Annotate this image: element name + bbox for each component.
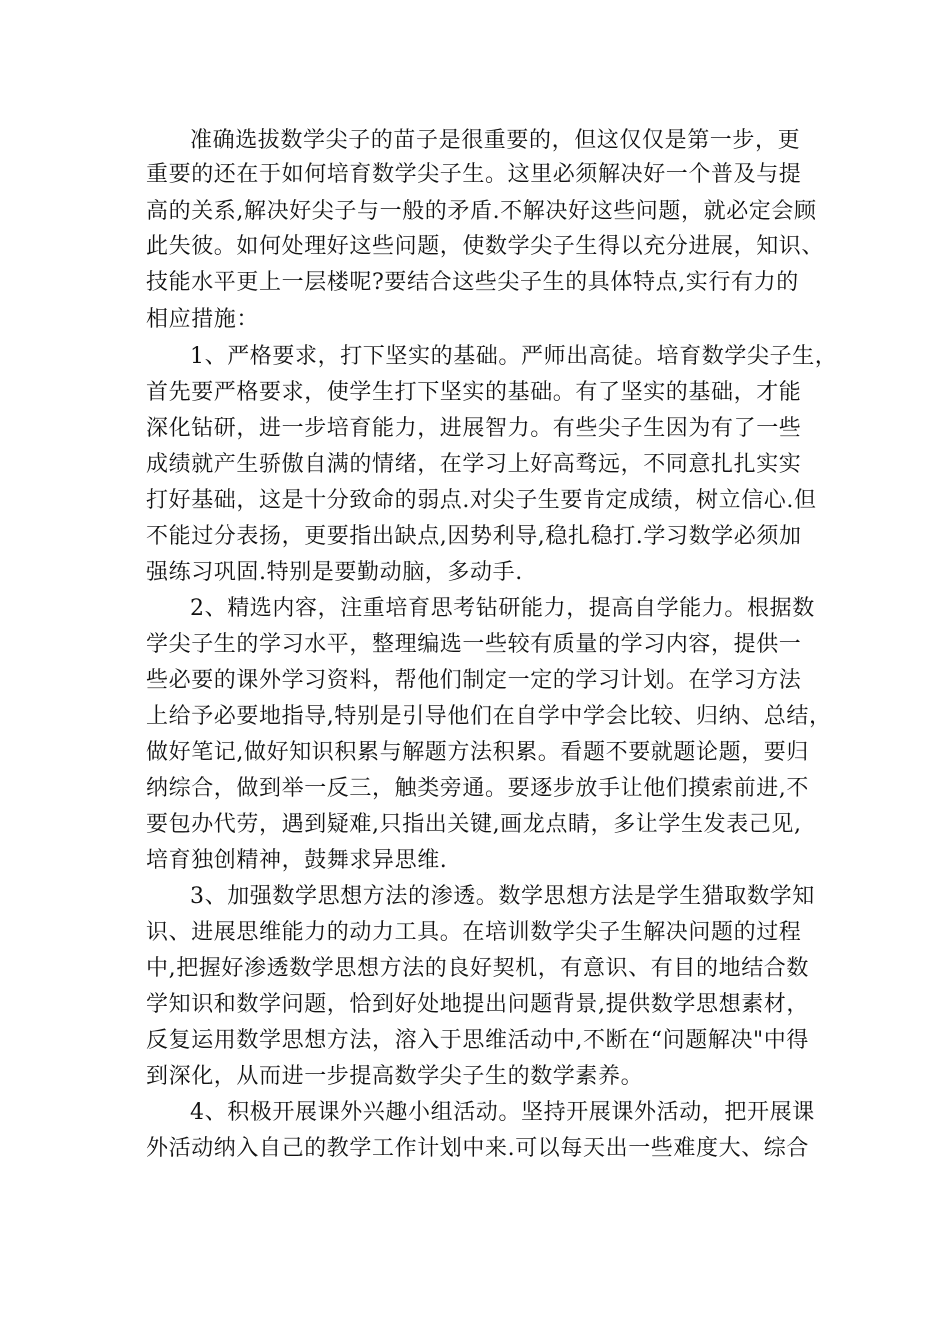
- paragraph-line: 3、加强数学思想方法的渗透。数学思想方法是学生猎取数学知: [190, 884, 815, 909]
- paragraph-line: 些必要的课外学习资料，帮他们制定一定的学习计划。在学习方法: [146, 668, 802, 693]
- paragraph-line: 1、严格要求，打下坚实的基础。严师出高徒。培育数学尖子生，: [190, 344, 838, 369]
- paragraph-line: 培育独创精神，鼓舞求异思维.: [146, 848, 448, 873]
- paragraph-line: 成绩就产生骄傲自满的情绪，在学习上好高骛远，不同意扎扎实实: [146, 452, 802, 477]
- paragraph-line: 上给予必要地指导,特别是引导他们在自学中学会比较、归纳、总结，: [146, 704, 832, 729]
- paragraph-line: 要包办代劳，遇到疑难,只指出关键,画龙点睛，多让学生发表己见,: [146, 812, 802, 837]
- paragraph-line: 中,把握好渗透数学思想方法的良好契机，有意识、有目的地结合数: [146, 956, 809, 981]
- paragraph-line: 高的关系,解决好尖子与一般的矛盾.不解决好这些问题，就必定会顾: [146, 199, 817, 224]
- paragraph-line: 学尖子生的学习水平，整理编选一些较有质量的学习内容，提供一: [146, 632, 802, 657]
- paragraph-line: 此失彼。如何处理好这些问题，使数学尖子生得以充分进展，知识、: [146, 234, 825, 259]
- paragraph-line: 重要的还在于如何培育数学尖子生。这里必须解决好一个普及与提: [146, 162, 802, 187]
- paragraph-line: 反复运用数学思想方法，溶入于思维活动中,不断在“问题解决"中得: [146, 1028, 809, 1053]
- paragraph-line: 识、进展思维能力的动力工具。在培训数学尖子生解决问题的过程: [146, 920, 802, 945]
- paragraph-line: 深化钻研，进一步培育能力，进展智力。有些尖子生因为有了一些: [146, 416, 802, 441]
- paragraph-line: 学知识和数学问题，恰到好处地提出问题背景,提供数学思想素材，: [146, 992, 809, 1017]
- paragraph-line: 到深化，从而进一步提高数学尖子生的数学素养。: [146, 1064, 644, 1089]
- paragraph-line: 首先要严格要求，使学生打下坚实的基础。有了坚实的基础，才能: [146, 380, 802, 405]
- paragraph-line: 2、精选内容，注重培育思考钻研能力，提高自学能力。根据数: [190, 596, 815, 621]
- paragraph-line: 技能水平更上一层楼呢?要结合这些尖子生的具体特点,实行有力的: [146, 270, 799, 295]
- paragraph-line: 打好基础，这是十分致命的弱点.对尖子生要肯定成绩，树立信心.但: [146, 488, 817, 513]
- paragraph-line: 纳综合，做到举一反三，触类旁通。要逐步放手让他们摸索前进,不: [146, 776, 809, 801]
- paragraph-line: 相应措施：: [146, 307, 260, 332]
- paragraph-line: 外活动纳入自己的教学工作计划中来.可以每天出一些难度大、综合: [146, 1136, 809, 1161]
- paragraph-line: 做好笔记,做好知识积累与解题方法积累。看题不要就题论题，要归: [146, 740, 809, 765]
- paragraph-line: 强练习巩固.特别是要勤动脑，多动手.: [146, 560, 523, 585]
- paragraph-line: 准确选拔数学尖子的苗子是很重要的，但这仅仅是第一步，更: [190, 128, 801, 153]
- paragraph-line: 不能过分表扬，更要指出缺点,因势利导,稳扎稳打.学习数学必须加: [146, 524, 802, 549]
- paragraph-line: 4、积极开展课外兴趣小组活动。坚持开展课外活动，把开展课: [190, 1100, 815, 1125]
